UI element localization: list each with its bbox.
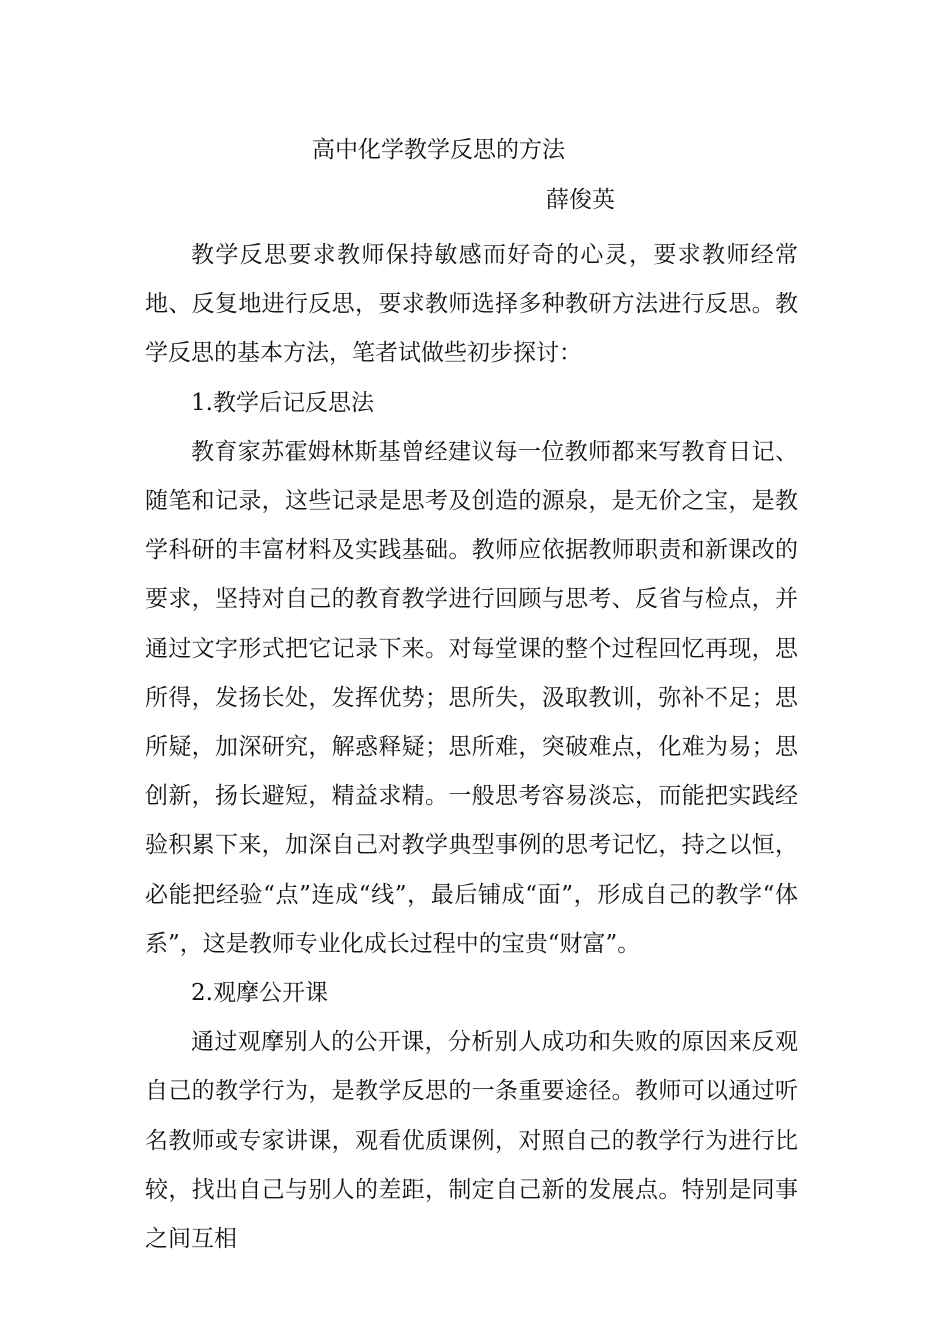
paragraph-intro: 教学反思要求教师保持敏感而好奇的心灵，要求教师经常地、反复地进行反思，要求教师选择多种教研方法进行反思。教学反思的基本方法，笔者试做些初步探讨： xyxy=(145,242,798,367)
section-heading-1: 1.教学后记反思法 xyxy=(191,389,374,416)
document-author: 薛俊英 xyxy=(546,187,615,213)
section-heading-2: 2.观摩公开课 xyxy=(191,980,328,1007)
document-body xyxy=(145,231,798,1264)
document-title: 高中化学教学反思的方法 xyxy=(312,137,565,163)
paragraph-section-2: 通过观摩别人的公开课，分析别人成功和失败的原因来反观自己的教学行为，是教学反思的一条重要途径。教师可以通过听名教师或专家讲课，观看优质课例，对照自己的教学行为进行比较，找出自己与别人的差距，制定自己新的发展点。特别是同事之间互相 xyxy=(145,1029,798,1253)
paragraph-section-1: 教育家苏霍姆林斯基曾经建议每一位教师都来写教育日记、随笔和记录，这些记录是思考及创造的源泉，是无价之宝，是教学科研的丰富材料及实践基础。教师应依据教师职责和新课改的要求，坚持对自己的教育教学进行回顾与思考、反省与检点，并通过文字形式把它记录下来。对每堂课的整个过程回忆再现，思所得，发扬长处，发挥优势；思所失，汲取教训，弥补不足；思所疑，加深研究，解惑释疑；思所难，突破难点，化难为易；思创新，扬长避短，精益求精。一般思考容易淡忘，而能把实践经验积累下来，加深自己对教学典型事例的思考记忆，持之以恒，必能把经验“点”连成“线”，最后铺成“面”，形成自己的教学“体系”，这是教师专业化成长过程中的宝贵“财富”。 xyxy=(145,438,798,957)
